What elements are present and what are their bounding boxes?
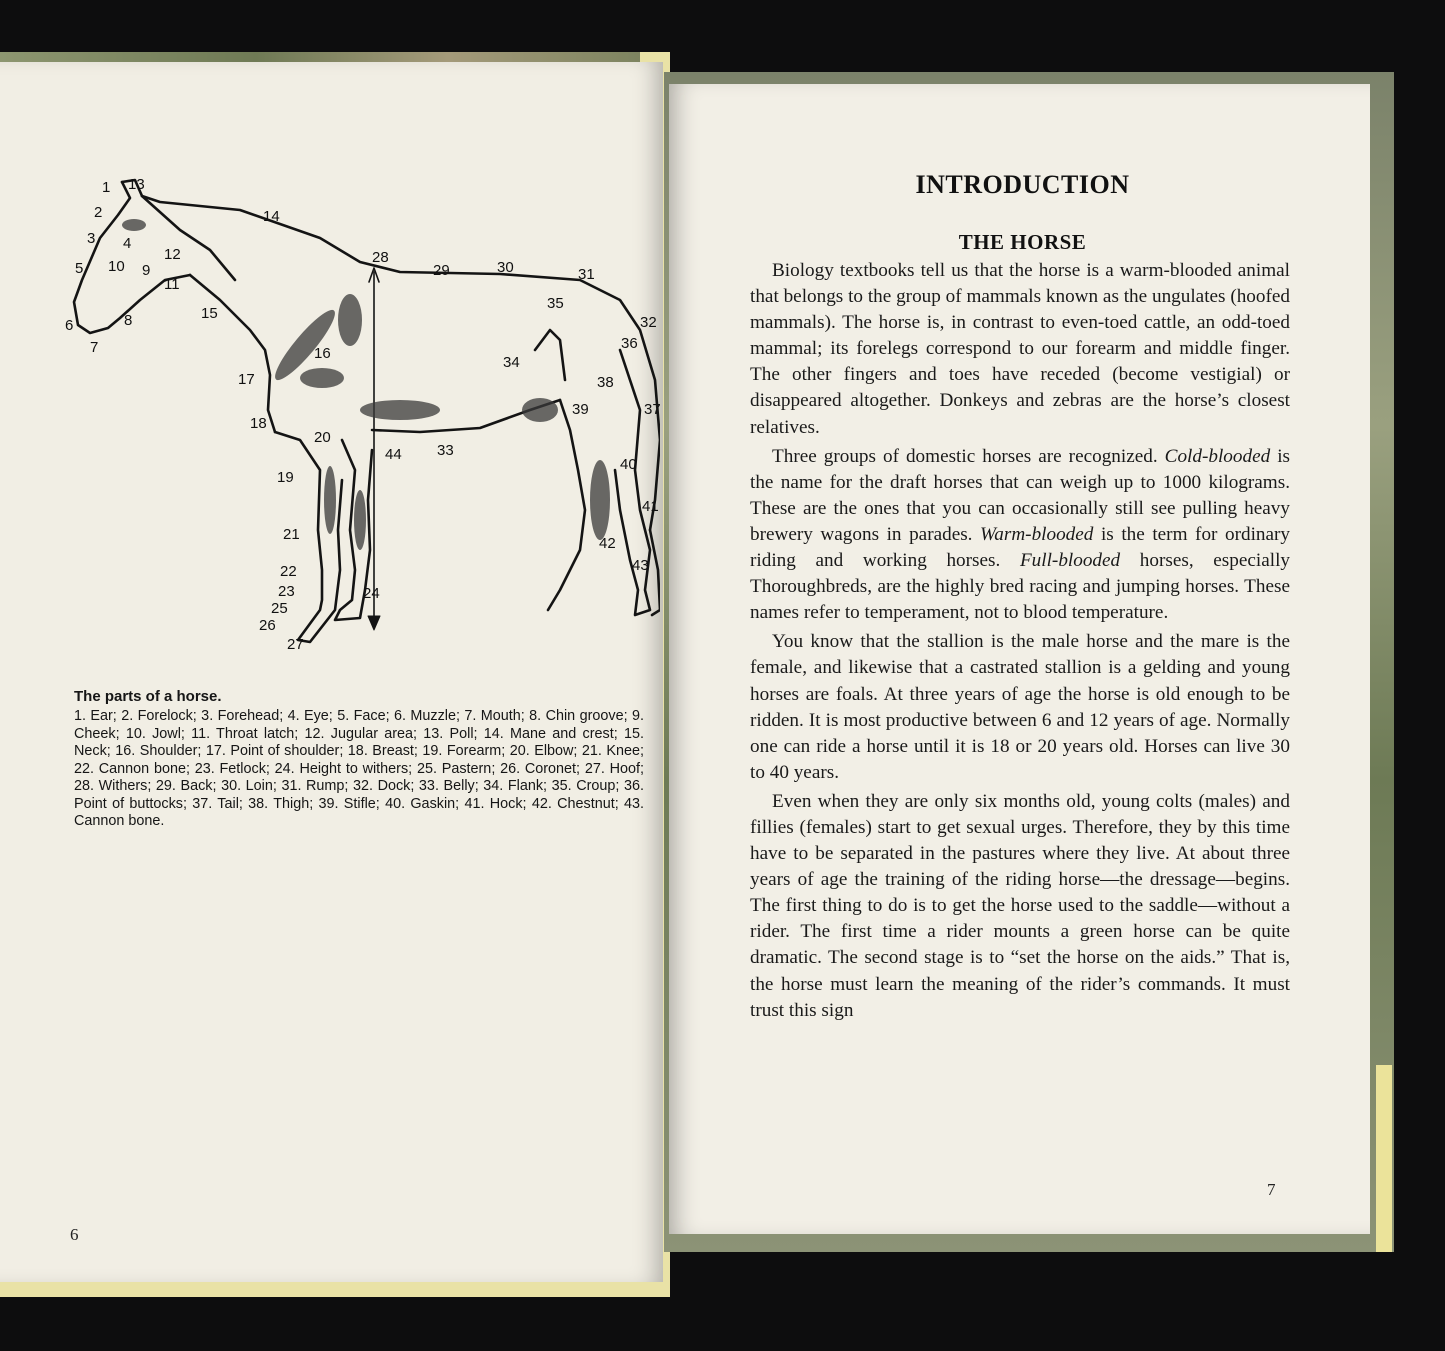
callout-label: 17	[238, 371, 255, 388]
callout-label: 44	[385, 446, 402, 463]
callout-label: 8	[124, 312, 133, 329]
chapter-title: INTRODUCTION	[915, 170, 1130, 199]
callout-label: 40	[620, 456, 637, 473]
callout-label: 15	[201, 305, 218, 322]
caption-title: The parts of a horse.	[74, 688, 222, 705]
callout-label: 13	[128, 176, 145, 193]
callout-label: 11	[164, 276, 180, 293]
book-cover-edge	[1376, 1065, 1392, 1252]
callout-label: 6	[65, 317, 74, 334]
text-run: Biology textbooks tell us that the horse is a warm-blooded animal that belongs to the group of mammals known as the ungulates (hoofed mammals). The horse is, in contrast to even-toed cattle, an odd-toed mammal; its forelegs correspond to our forearm and middle finger. The other fingers and toes have receded (become vestigial) or disappeared altogether. Donkeys and zebras are the horse’s closest relatives.	[750, 260, 1290, 438]
callout-label: 10	[108, 258, 125, 275]
callout-label: 28	[372, 249, 389, 266]
callout-label: 7	[90, 339, 99, 356]
text-run: horses, especially Thoroughbreds, are the highly bred racing and jumping horses. These names refer to temperament, not to blood temperature.	[750, 550, 1290, 624]
callout-label: 39	[572, 401, 589, 418]
callout-label: 24	[363, 585, 380, 602]
paragraph	[750, 258, 1290, 441]
callout-label: 43	[632, 557, 649, 574]
callout-label: 27	[287, 636, 304, 653]
text-run: is the term for ordinary riding and working horses.	[750, 523, 1290, 572]
callout-label: 2	[94, 204, 103, 221]
callout-label: 38	[597, 374, 614, 391]
text-run: Three groups of domestic horses are recognized.	[772, 445, 1165, 467]
callout-label: 25	[271, 600, 288, 617]
callout-label: 1	[102, 179, 111, 196]
paragraph	[750, 629, 1290, 786]
horse-diagram	[60, 170, 660, 660]
italic-term: Warm-blooded	[980, 523, 1094, 545]
callout-label: 32	[640, 314, 657, 331]
callout-label: 4	[123, 235, 132, 252]
callout-label: 20	[314, 429, 331, 446]
page-number-right: 7	[1267, 1180, 1276, 1199]
body-text	[750, 258, 1290, 1024]
italic-term: Full-blooded	[1019, 550, 1121, 572]
callout-label: 5	[75, 260, 84, 277]
callout-label: 26	[259, 617, 276, 634]
callout-label: 14	[263, 208, 280, 225]
callout-label: 21	[283, 526, 300, 543]
italic-term: Cold-blooded	[1164, 445, 1271, 467]
section-title: THE HORSE	[958, 230, 1087, 254]
page-number-left: 6	[70, 1225, 79, 1244]
callout-label: 23	[278, 583, 295, 600]
callout-label: 37	[644, 401, 661, 418]
callout-label: 9	[142, 262, 151, 279]
callout-label: 36	[621, 335, 638, 352]
horse-illustration	[60, 170, 660, 660]
caption-body: 1. Ear; 2. Forelock; 3. Forehead; 4. Eye; 5. Face; 6. Muzzle; 7. Mouth; 8. Chin groove; 9. Cheek; 10. Jowl; 11. Throat latch; 12. Jugular area; 13. Poll; 14. Mane and crest; 15. Neck; 16. Shoulder; 17. Point of shoulder; 18. Breast; 19. Forearm; 20. Elbow; 21. Knee; 22. Cannon bone; 23. Fetlock; 24. Height to withers; 25. Pastern; 26. Coronet; 27. Hoof; 28. Withers; 29. Back; 30. Loin; 31. Rump; 32. Dock; 33. Belly; 34. Flank; 35. Croup; 36. Point of buttocks; 37. Tail; 38. Thigh; 39. Stifle; 40. Gaskin; 41. Hock; 42. Chestnut; 43. Cannon bone.	[74, 708, 644, 829]
callout-label: 30	[497, 259, 514, 276]
callout-label: 22	[280, 563, 297, 580]
text-run: is the name for the draft horses that can weigh up to 1000 kilograms. These are the ones that you can occasionally still see pulling heavy brewery wagons in parades.	[750, 445, 1290, 545]
callout-label: 29	[433, 262, 450, 279]
callout-label: 42	[599, 535, 616, 552]
callout-label: 35	[547, 295, 564, 312]
text-run: Even when they are only six months old, young colts (males) and fillies (females) start to get sexual urges. Therefore, they by this time have to be separated in the pastures where they live. At about three years of age the training of the riding horse—the dressage—begins. The first thing to do is to get the horse used to the saddle—without a rider. The first time a rider mounts a green horse can be quite dramatic. The second stage is to “set the horse on the aids.” That is, the horse must learn the meaning of the rider’s commands. It must trust this sign	[750, 790, 1290, 1021]
callout-label: 33	[437, 442, 454, 459]
callout-label: 41	[642, 498, 659, 515]
callout-label: 12	[164, 246, 181, 263]
callout-label: 19	[277, 469, 294, 486]
figure-caption	[74, 688, 644, 831]
callout-label: 3	[87, 230, 96, 247]
callout-label: 31	[578, 266, 595, 283]
text-run: You know that the stallion is the male horse and the mare is the female, and likewise that a castrated stallion is a gelding and young horses are foals. At three years of age the horse is old enough to be ridden. It is most productive between 6 and 12 years of age. Normally one can ride a horse until it is 18 or 20 years old. Horses can live 30 to 40 years.	[750, 631, 1290, 783]
callout-label: 16	[314, 345, 331, 362]
paragraph	[750, 444, 1290, 627]
callout-label: 34	[503, 354, 520, 371]
paragraph	[750, 789, 1290, 1024]
callout-label: 18	[250, 415, 267, 432]
